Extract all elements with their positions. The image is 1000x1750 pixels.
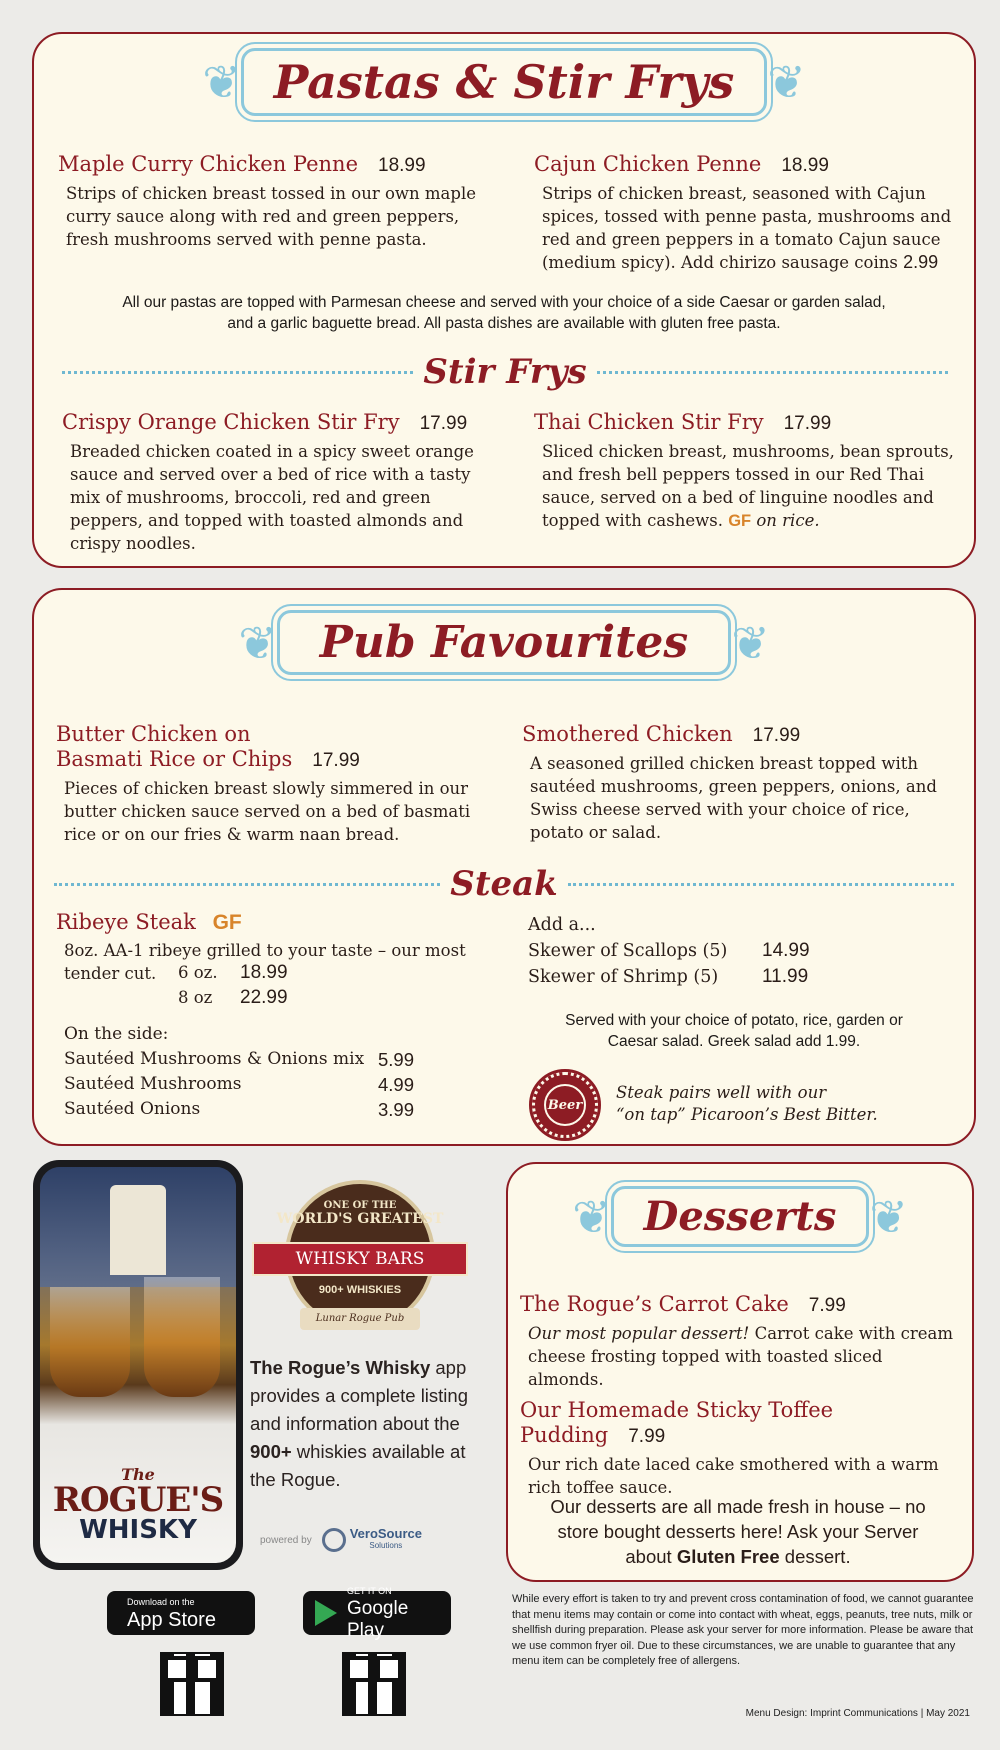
item-name: The Rogue’s Carrot Cake: [520, 1292, 789, 1316]
desserts-panel: [506, 1162, 974, 1582]
steak-divider: [54, 864, 954, 904]
rogues-whisky-logo: The ROGUE'S WHISKY: [52, 1465, 224, 1545]
item-price: 17.99: [419, 413, 468, 434]
item-description: Our rich date laced cake smothered with a warm rich toffee sauce.: [528, 1455, 939, 1497]
side-row: Sautéed Mushrooms & Onions mix 5.99: [64, 1049, 415, 1070]
served-with-note: Served with your choice of potato, rice, garden or Caesar salad. Greek salad add 1.99.: [565, 1012, 903, 1050]
portrait-icon: [110, 1185, 166, 1275]
addons-heading: Add a...: [528, 915, 596, 935]
item-price: 18.99: [781, 155, 829, 176]
item-price: 7.99: [628, 1426, 666, 1447]
desserts-heading: Desserts: [643, 1193, 837, 1240]
gf-badge: GF: [212, 911, 242, 934]
app-description: The Rogue’s Whisky app provides a complete listing and information about the 900+ whiskies available at the Rogue.: [250, 1357, 468, 1490]
item-name-line1: Butter Chicken on: [56, 722, 251, 746]
item-description: 8oz. AA-1 ribeye grilled to your taste – our most tender cut.: [64, 941, 466, 983]
menu-item-cajun-penne: [534, 152, 964, 274]
sides-heading: On the side:: [64, 1024, 169, 1044]
item-price: 17.99: [312, 750, 360, 771]
menu-item-maple-curry: [58, 152, 478, 251]
google-play-icon: [315, 1600, 337, 1626]
pub-panel: [32, 588, 976, 1146]
beer-pairing-note: Steak pairs well with our “on tap” Picaroon’s Best Bitter.: [616, 1083, 878, 1124]
gf-badge: GF: [728, 512, 752, 530]
beer-badge-label: Beer: [544, 1084, 586, 1126]
side-row: Sautéed Onions 3.99: [64, 1099, 415, 1120]
item-price: 7.99: [808, 1295, 846, 1316]
google-play-qr-code: [342, 1652, 406, 1716]
pasta-note-line2: and a garlic baguette bread. All pasta dishes are available with gluten free pasta.: [227, 315, 781, 332]
item-name: Crispy Orange Chicken Stir Fry: [62, 410, 400, 434]
side-row: Sautéed Mushrooms 4.99: [64, 1074, 415, 1095]
steak-heading: Steak: [450, 864, 558, 904]
dessert-note: Our desserts are all made fresh in house – no store bought desserts here! Ask your Server about Gluten Free dessert.: [550, 1496, 926, 1567]
app-store-qr-code: [160, 1652, 224, 1716]
stir-fry-divider: [62, 352, 948, 392]
verosource-logo-icon: [322, 1528, 346, 1552]
stir-fry-heading: Stir Frys: [423, 352, 587, 392]
item-name: Our Homemade Sticky Toffee Pudding: [520, 1398, 834, 1447]
pasta-note-line1: All our pastas are topped with Parmesan cheese and served with your choice of a side Caesar or garden salad,: [122, 294, 886, 311]
pastas-banner: [194, 48, 814, 116]
menu-item-carrot-cake: [520, 1292, 960, 1391]
item-name: Smothered Chicken: [522, 722, 733, 746]
menu-item-orange-chicken: [62, 410, 482, 555]
scroll-left-icon: ❦: [572, 1189, 611, 1244]
beer-badge-icon: [532, 1072, 598, 1138]
size-price-list: [178, 960, 438, 1010]
item-description: Strips of chicken breast, seasoned with Cajun spices, tossed with penne pasta, mushrooms and red and green peppers in a tomato Cajun sauce (medium spicy). Add chirizo sausage coins: [542, 184, 952, 272]
app-store-button[interactable]: Download on the App Store: [107, 1591, 255, 1635]
item-description: Pieces of chicken breast slowly simmered in our butter chicken sauce served on a bed of basmati rice or on our fries & warm naan bread.: [64, 779, 471, 844]
powered-by-verosource: powered by VeroSource Solutions: [260, 1526, 422, 1550]
item-description: Sliced chicken breast, mushrooms, bean sprouts, and fresh bell peppers tossed in our Red Thai sauce, served on a bed of linguine noodles and topped with cashews.: [542, 442, 954, 530]
item-name: Thai Chicken Stir Fry: [534, 410, 764, 434]
pub-banner: [194, 610, 814, 675]
scroll-left-icon: ❦: [202, 55, 241, 109]
sides-list: [64, 1022, 444, 1122]
addon-price: 2.99: [903, 252, 939, 272]
addon-row: Skewer of Shrimp (5) 11.99: [528, 966, 809, 987]
pub-heading: Pub Favourites: [319, 617, 689, 668]
item-description: A seasoned grilled chicken breast topped with sautéed mushrooms, green peppers, onions, and Swiss cheese served with your choice of rice, potato or salad.: [530, 754, 937, 842]
pastas-panel: [32, 32, 976, 568]
addons-list: [528, 912, 828, 990]
size-row: 8 oz 22.99: [178, 987, 288, 1008]
gf-note: on rice.: [756, 511, 820, 530]
scroll-left-icon: ❦: [238, 615, 277, 670]
menu-item-sticky-toffee: [520, 1398, 970, 1499]
allergen-disclaimer: While every effort is taken to try and prevent cross contamination of food, we cannot guarantee that menu items may contain or come into contact with wheat, eggs, peanuts, tree nuts, milk or shellfish during preparation. Please ask your server for more information. Please be aware that we use common fryer oil. Due to these circumstances, we are unable to guarantee that any menu item can be completely free of allergens.: [512, 1593, 974, 1667]
whisky-glass-icon: [50, 1287, 130, 1397]
item-description: Carrot cake with cream cheese frosting topped with toasted sliced almonds.: [528, 1324, 953, 1389]
pasta-note: [54, 292, 954, 334]
item-name: Maple Curry Chicken Penne: [58, 152, 359, 176]
rogues-whisky-phone-image: [33, 1160, 243, 1570]
design-credit: Menu Design: Imprint Communications | May 2021: [745, 1708, 970, 1719]
item-description-highlight: Our most popular dessert!: [528, 1324, 750, 1343]
pastas-heading: Pastas & Stir Frys: [273, 55, 735, 109]
item-price: 17.99: [783, 413, 832, 434]
addon-row: Skewer of Scallops (5) 14.99: [528, 940, 810, 961]
google-play-button[interactable]: GET IT ON Google Play: [303, 1591, 451, 1635]
item-name-line2: Basmati Rice or Chips: [56, 747, 293, 771]
item-price: 17.99: [752, 725, 801, 746]
menu-item-ribeye: [56, 910, 476, 1008]
whisky-bars-ribbon: WHISKY BARS: [252, 1242, 468, 1276]
item-name: Cajun Chicken Penne: [534, 152, 762, 176]
desserts-banner: [530, 1186, 950, 1247]
item-name: Ribeye Steak: [56, 910, 196, 934]
scroll-right-icon: ❦: [731, 615, 770, 670]
item-description: Strips of chicken breast tossed in our own maple curry sauce along with red and green peppers, fresh mushrooms served with penne pasta.: [66, 184, 477, 249]
item-price: 18.99: [378, 155, 426, 176]
whisky-glass-icon: [144, 1277, 220, 1397]
scroll-right-icon: ❦: [767, 55, 806, 109]
whisky-bars-badge: ONE OF THE WORLD'S GREATEST WHISKY BARS 900+ WHISKIES Lunar Rogue Pub: [250, 1180, 470, 1330]
size-row: 6 oz. 18.99: [178, 962, 288, 983]
menu-item-butter-chicken: [56, 722, 476, 846]
menu-item-smothered-chicken: [522, 722, 942, 844]
item-description: Breaded chicken coated in a spicy sweet orange sauce and served over a bed of rice with a tasty mix of mushrooms, broccoli, red and green peppers, and topped with toasted almonds and crispy noodles.: [70, 442, 474, 553]
scroll-right-icon: ❦: [869, 1189, 908, 1244]
menu-item-thai-chicken: [534, 410, 964, 533]
